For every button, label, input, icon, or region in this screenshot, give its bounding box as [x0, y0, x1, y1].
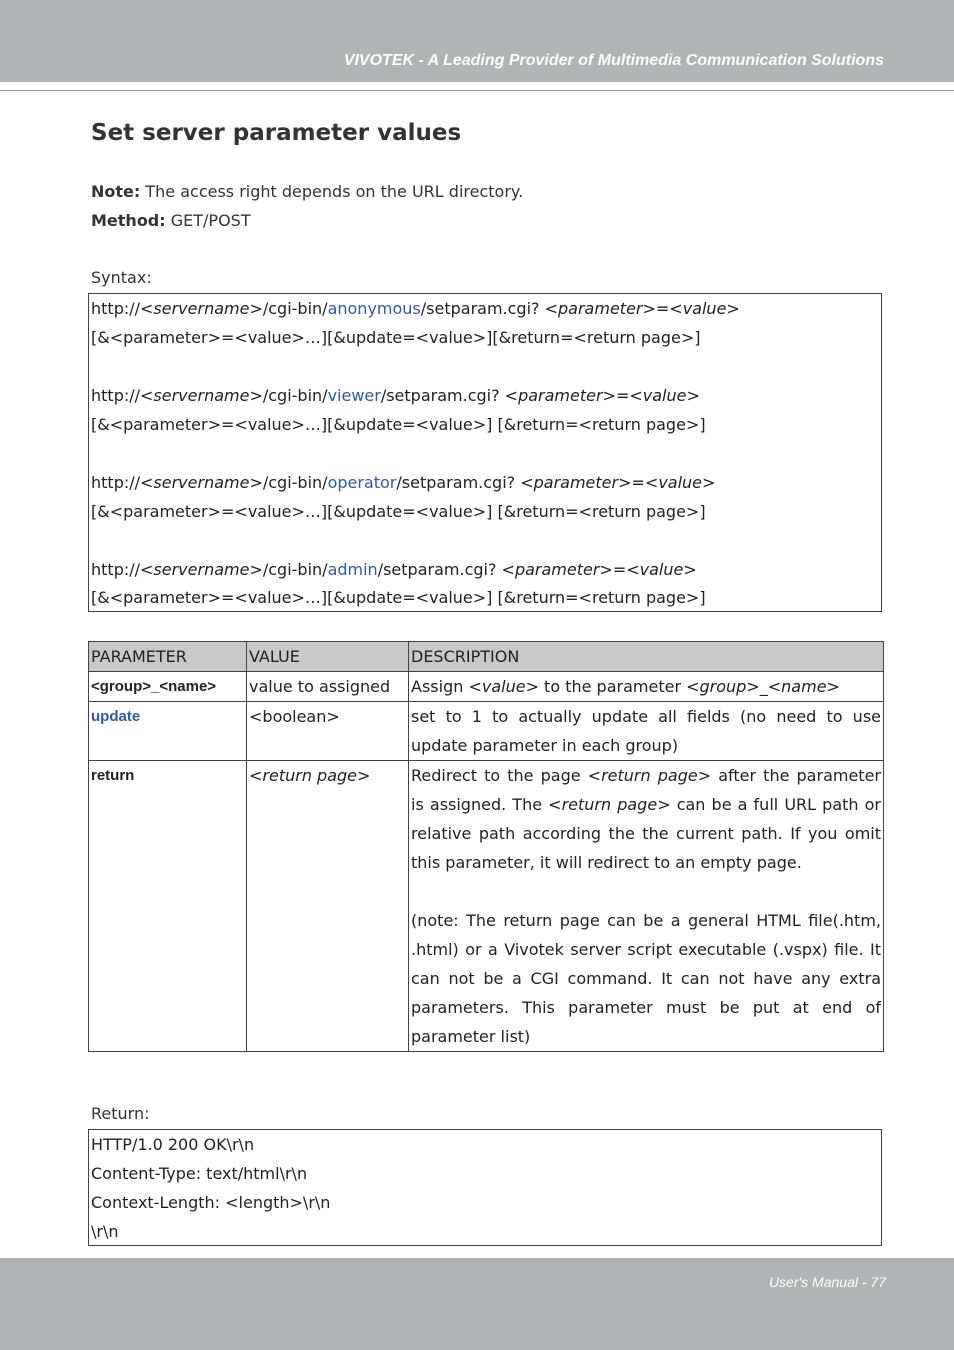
return-line: Content-Type: text/html\r\n [91, 1164, 308, 1183]
table-row [89, 672, 884, 702]
return-label: Return: [91, 1104, 150, 1123]
method-text: GET/POST [165, 211, 251, 230]
param-value: <return page> [247, 761, 409, 1052]
description-note: (note: The return page can be a general HTML file(.htm, .html) or a Vivotek server script executable (.vspx) file. It can not be a CGI command. It can not have any extra parameters. This parameter must be put at end of parameter list) [411, 911, 881, 1046]
section-title: Set server parameter values [91, 120, 462, 146]
page-number: User's Manual - 77 [768, 1274, 886, 1290]
page-footer-band [0, 1258, 954, 1350]
return-box [88, 1129, 882, 1246]
table-header-row [89, 642, 884, 672]
header-cell-parameter: PARAMETER [89, 642, 247, 672]
param-name: <group>_<name> [89, 672, 247, 702]
header-divider [0, 90, 954, 91]
syntax-args-line: [&<parameter>=<value>…][&update=<value>] [&return=<return page>] [91, 415, 706, 434]
param-description: Assign <value> to the parameter <group>_<name> [409, 672, 884, 702]
page-header-band [0, 0, 954, 82]
cgi-directory: admin [327, 560, 378, 579]
syntax-box [88, 293, 882, 612]
syntax-url-line: http://<servername>/cgi-bin/anonymous/setparam.cgi? <parameter>=<value> [91, 299, 740, 318]
method-line [91, 211, 251, 230]
return-line: \r\n [91, 1222, 119, 1241]
param-value: <boolean> [247, 702, 409, 761]
return-line: Context-Length: <length>\r\n [91, 1193, 331, 1212]
param-description: set to 1 to actually update all fields (no need to use update parameter in each group) [409, 702, 884, 761]
syntax-url-line: http://<servername>/cgi-bin/operator/setparam.cgi? <parameter>=<value> [91, 473, 716, 492]
parameter-table [88, 641, 884, 1052]
param-description [409, 761, 884, 1052]
cgi-directory: anonymous [327, 299, 421, 318]
header-cell-description: DESCRIPTION [409, 642, 884, 672]
table-row [89, 702, 884, 761]
param-value: value to assigned [247, 672, 409, 702]
note-label: Note: [91, 182, 141, 201]
syntax-url-line: http://<servername>/cgi-bin/viewer/setparam.cgi? <parameter>=<value> [91, 386, 700, 405]
syntax-url-line: http://<servername>/cgi-bin/admin/setparam.cgi? <parameter>=<value> [91, 560, 697, 579]
table-row [89, 761, 884, 1052]
note-text: The access right depends on the URL directory. [140, 182, 524, 201]
return-line: HTTP/1.0 200 OK\r\n [91, 1135, 255, 1154]
cgi-directory: operator [327, 473, 397, 492]
method-label: Method: [91, 211, 166, 230]
header-cell-value: VALUE [247, 642, 409, 672]
syntax-label: Syntax: [91, 268, 152, 287]
note-line [91, 182, 523, 201]
param-name: update [89, 702, 247, 761]
description-paragraph: Redirect to the page <return page> after the parameter is assigned. The <return page> can be a full URL path or relative path according the the current path. If you omit this parameter, it will redirect to an empty page. [411, 766, 881, 872]
param-name: return [89, 761, 247, 1052]
syntax-args-line: [&<parameter>=<value>…][&update=<value>][&return=<return page>] [91, 328, 701, 347]
syntax-args-line: [&<parameter>=<value>…][&update=<value>] [&return=<return page>] [91, 502, 706, 521]
cgi-directory: viewer [327, 386, 381, 405]
syntax-args-line: [&<parameter>=<value>…][&update=<value>] [&return=<return page>] [91, 588, 706, 607]
header-tagline: VIVOTEK - A Leading Provider of Multimedia Communication Solutions [343, 52, 884, 69]
